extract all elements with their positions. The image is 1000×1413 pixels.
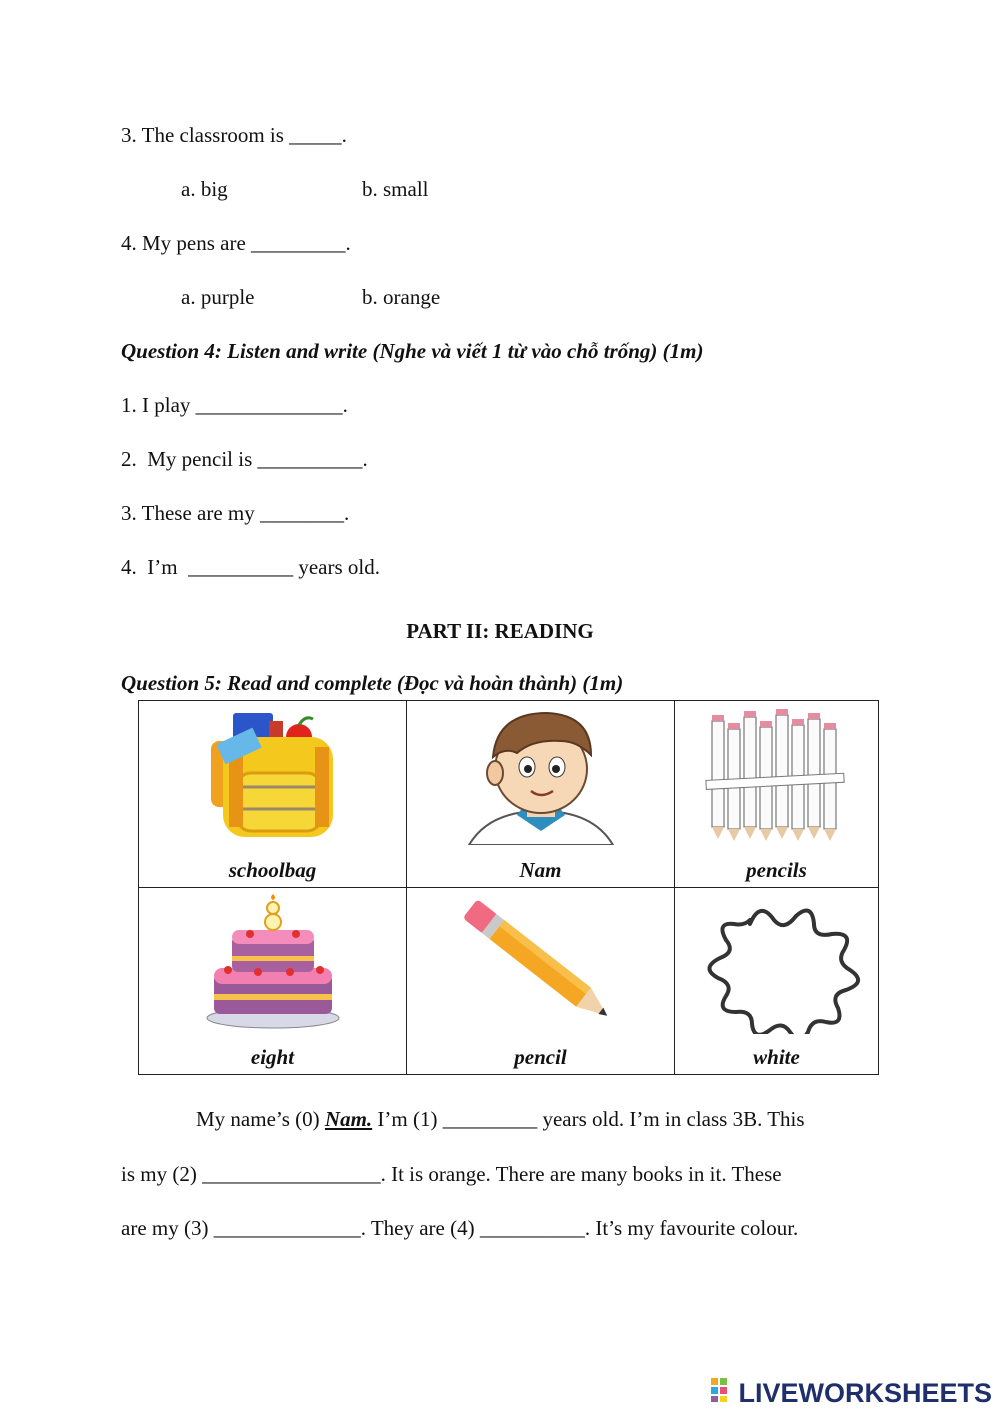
question-4-heading: Question 4: Listen and write (Nghe và viết 1 từ vào chỗ trống) (1m) xyxy=(121,339,704,363)
paragraph-line-1-end: I’m (1) _________ years old. I’m in class 3B. This xyxy=(372,1107,805,1131)
picture-label-pencils: pencils xyxy=(746,858,807,882)
liveworksheets-brand-text: LIVEWORKSHEETS xyxy=(738,1378,992,1408)
q3-item-4-option-b: b. orange xyxy=(362,285,441,309)
reading-paragraph-line-2: is my (2) _________________. It is orange. There are many books in it. These xyxy=(121,1162,782,1186)
reading-paragraph-line-1 xyxy=(196,1107,878,1132)
picture-cell-pencils xyxy=(675,701,879,888)
part-2-heading: PART II: READING xyxy=(406,619,594,643)
liveworksheets-logo-icon xyxy=(710,1377,736,1410)
q3-item-3-option-b: b. small xyxy=(362,177,429,201)
q4-item-2: 2. My pencil is __________. xyxy=(121,447,368,471)
picture-table xyxy=(138,700,879,1075)
picture-label-white: white xyxy=(753,1045,800,1069)
reading-paragraph-line-3: are my (3) ______________. They are (4) __________. It’s my favourite colour. xyxy=(121,1216,799,1240)
schoolbag-icon xyxy=(193,707,353,847)
picture-cell-white xyxy=(675,888,879,1075)
picture-cell-eight xyxy=(139,888,407,1075)
pencils-icon xyxy=(702,707,852,847)
picture-cell-nam xyxy=(407,701,675,888)
q4-item-4: 4. I’m __________ years old. xyxy=(121,555,380,579)
liveworksheets-logo xyxy=(710,1377,992,1410)
picture-label-eight: eight xyxy=(250,1045,295,1069)
boy-icon xyxy=(451,707,631,845)
q3-item-3-stem: 3. The classroom is _____. xyxy=(121,123,347,147)
q3-item-3-option-a: a. big xyxy=(181,177,228,201)
paint-splash-icon xyxy=(692,894,862,1034)
example-answer: Nam. xyxy=(324,1107,373,1131)
picture-label-pencil: pencil xyxy=(514,1045,567,1069)
q3-item-4-stem: 4. My pens are _________. xyxy=(121,231,351,255)
pencil-icon xyxy=(451,894,631,1034)
q3-item-4-option-a: a. purple xyxy=(181,285,255,309)
picture-cell-pencil xyxy=(407,888,675,1075)
picture-label-nam: Nam xyxy=(519,858,562,882)
question-5-heading: Question 5: Read and complete (Đọc và hoàn thành) (1m) xyxy=(121,671,624,695)
q4-item-1: 1. I play ______________. xyxy=(121,393,348,417)
picture-label-schoolbag: schoolbag xyxy=(228,858,317,882)
picture-cell-schoolbag xyxy=(139,701,407,888)
q4-item-3: 3. These are my ________. xyxy=(121,501,350,525)
paragraph-line-1-start: My name’s (0) xyxy=(196,1107,325,1131)
birthday-cake-icon xyxy=(198,894,348,1034)
